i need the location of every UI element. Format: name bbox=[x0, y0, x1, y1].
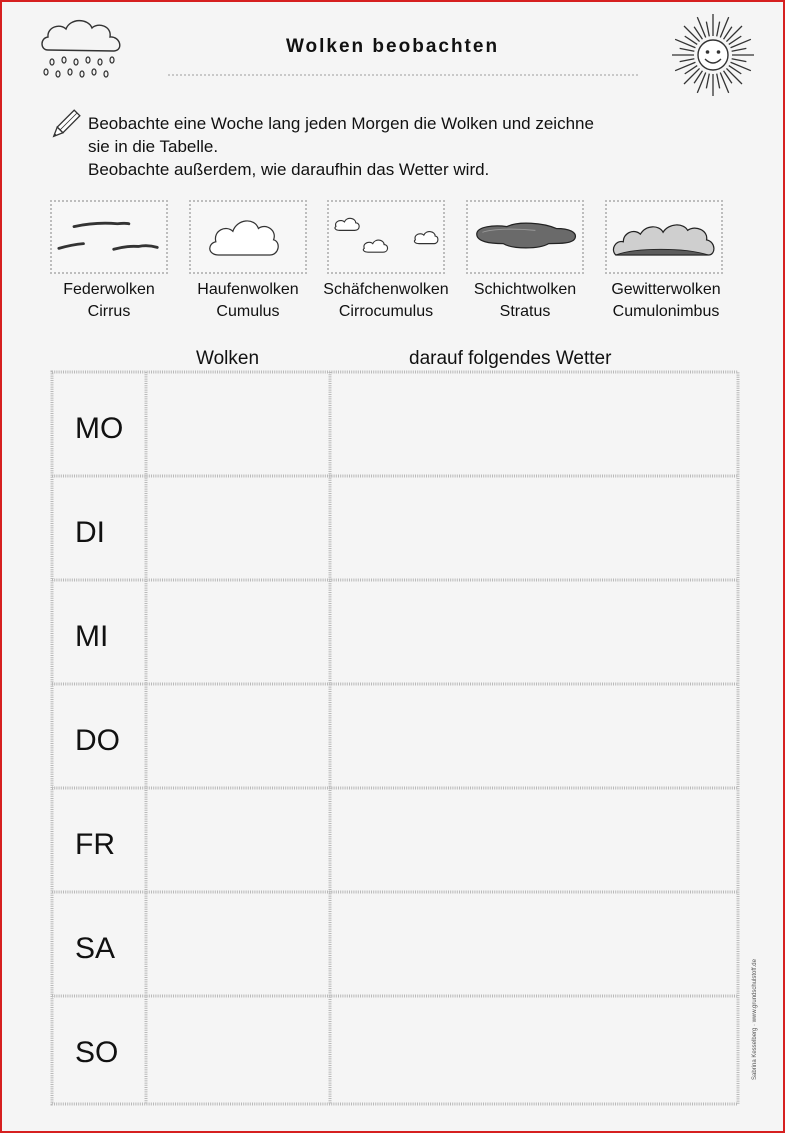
sun-ray bbox=[717, 22, 720, 37]
cirrocumulus-cloud-icon bbox=[329, 202, 443, 272]
sun-ray bbox=[726, 68, 742, 84]
instruction-line: Beobachte außerdem, wie daraufhin das Wetter wird. bbox=[88, 160, 490, 179]
cirrocumulus-cloud-box bbox=[327, 200, 445, 274]
cumulus-cloud-box bbox=[189, 200, 307, 274]
author-credit: Sabrina Kesselberg · www.grundschulstoff.de bbox=[752, 959, 758, 1080]
day-label-so: SO bbox=[75, 1036, 119, 1069]
cumulonimbus-cloud-icon bbox=[607, 202, 721, 272]
day-label-sa: SA bbox=[75, 932, 116, 965]
cloud-name: Schäfchenwolken bbox=[323, 281, 449, 298]
cirrus-cloud-icon bbox=[52, 202, 166, 272]
cirrus-cloud-box bbox=[50, 200, 168, 274]
sun-ray bbox=[732, 48, 747, 51]
sun-ray bbox=[717, 74, 720, 89]
instruction-line: sie in die Tabelle. bbox=[88, 137, 219, 156]
day-label-mo: MO bbox=[75, 412, 124, 445]
cloud-latin-name: Stratus bbox=[499, 303, 551, 320]
cloud-latin-name: Cumulonimbus bbox=[612, 303, 720, 320]
sun-ray bbox=[726, 26, 742, 42]
sun-ray bbox=[684, 26, 700, 42]
cumulonimbus-cloud-box bbox=[605, 200, 723, 274]
day-label-di: DI bbox=[75, 516, 105, 549]
cloud-name: Federwolken bbox=[63, 281, 155, 298]
day-label-mi: MI bbox=[75, 620, 109, 653]
cloud-latin-name: Cirrus bbox=[87, 303, 131, 320]
day-label-do: DO bbox=[75, 724, 120, 757]
title-divider bbox=[168, 74, 638, 76]
cloud-caption-cumulonimbus bbox=[591, 279, 741, 323]
table-grid-lines bbox=[50, 370, 740, 1106]
observation-table bbox=[50, 370, 740, 1106]
sun-ray bbox=[684, 68, 700, 84]
cloud-name: Gewitterwolken bbox=[611, 281, 721, 298]
stratus-cloud-icon bbox=[468, 202, 582, 272]
cloud-caption-cirrus bbox=[34, 279, 184, 323]
smiling-sun-icon bbox=[670, 12, 756, 98]
cloud-latin-name: Cirrocumulus bbox=[338, 303, 434, 320]
day-label-fr: FR bbox=[75, 828, 115, 861]
cloud-caption-cirrocumulus bbox=[311, 279, 461, 323]
cloud-caption-cumulus bbox=[173, 279, 323, 323]
pencil-icon bbox=[48, 108, 82, 142]
sun-ray bbox=[732, 59, 747, 62]
cloud-name: Schichtwolken bbox=[473, 281, 577, 298]
instruction-line: Beobachte eine Woche lang jeden Morgen die Wolken und zeichne bbox=[88, 114, 594, 133]
cloud-latin-name: Cumulus bbox=[216, 303, 280, 320]
sun-ray bbox=[706, 22, 709, 37]
column-header-clouds: Wolken bbox=[196, 348, 260, 369]
sun-ray bbox=[706, 74, 709, 89]
cumulus-cloud-icon bbox=[191, 202, 305, 272]
page-title: Wolken beobachten bbox=[285, 36, 500, 57]
cloud-name: Haufenwolken bbox=[197, 281, 299, 298]
cloud-caption-stratus bbox=[450, 279, 600, 323]
column-header-weather: darauf folgendes Wetter bbox=[409, 348, 612, 369]
sun-ray bbox=[680, 59, 695, 62]
instructions bbox=[88, 112, 594, 181]
sun-ray bbox=[680, 48, 695, 51]
stratus-cloud-box bbox=[466, 200, 584, 274]
